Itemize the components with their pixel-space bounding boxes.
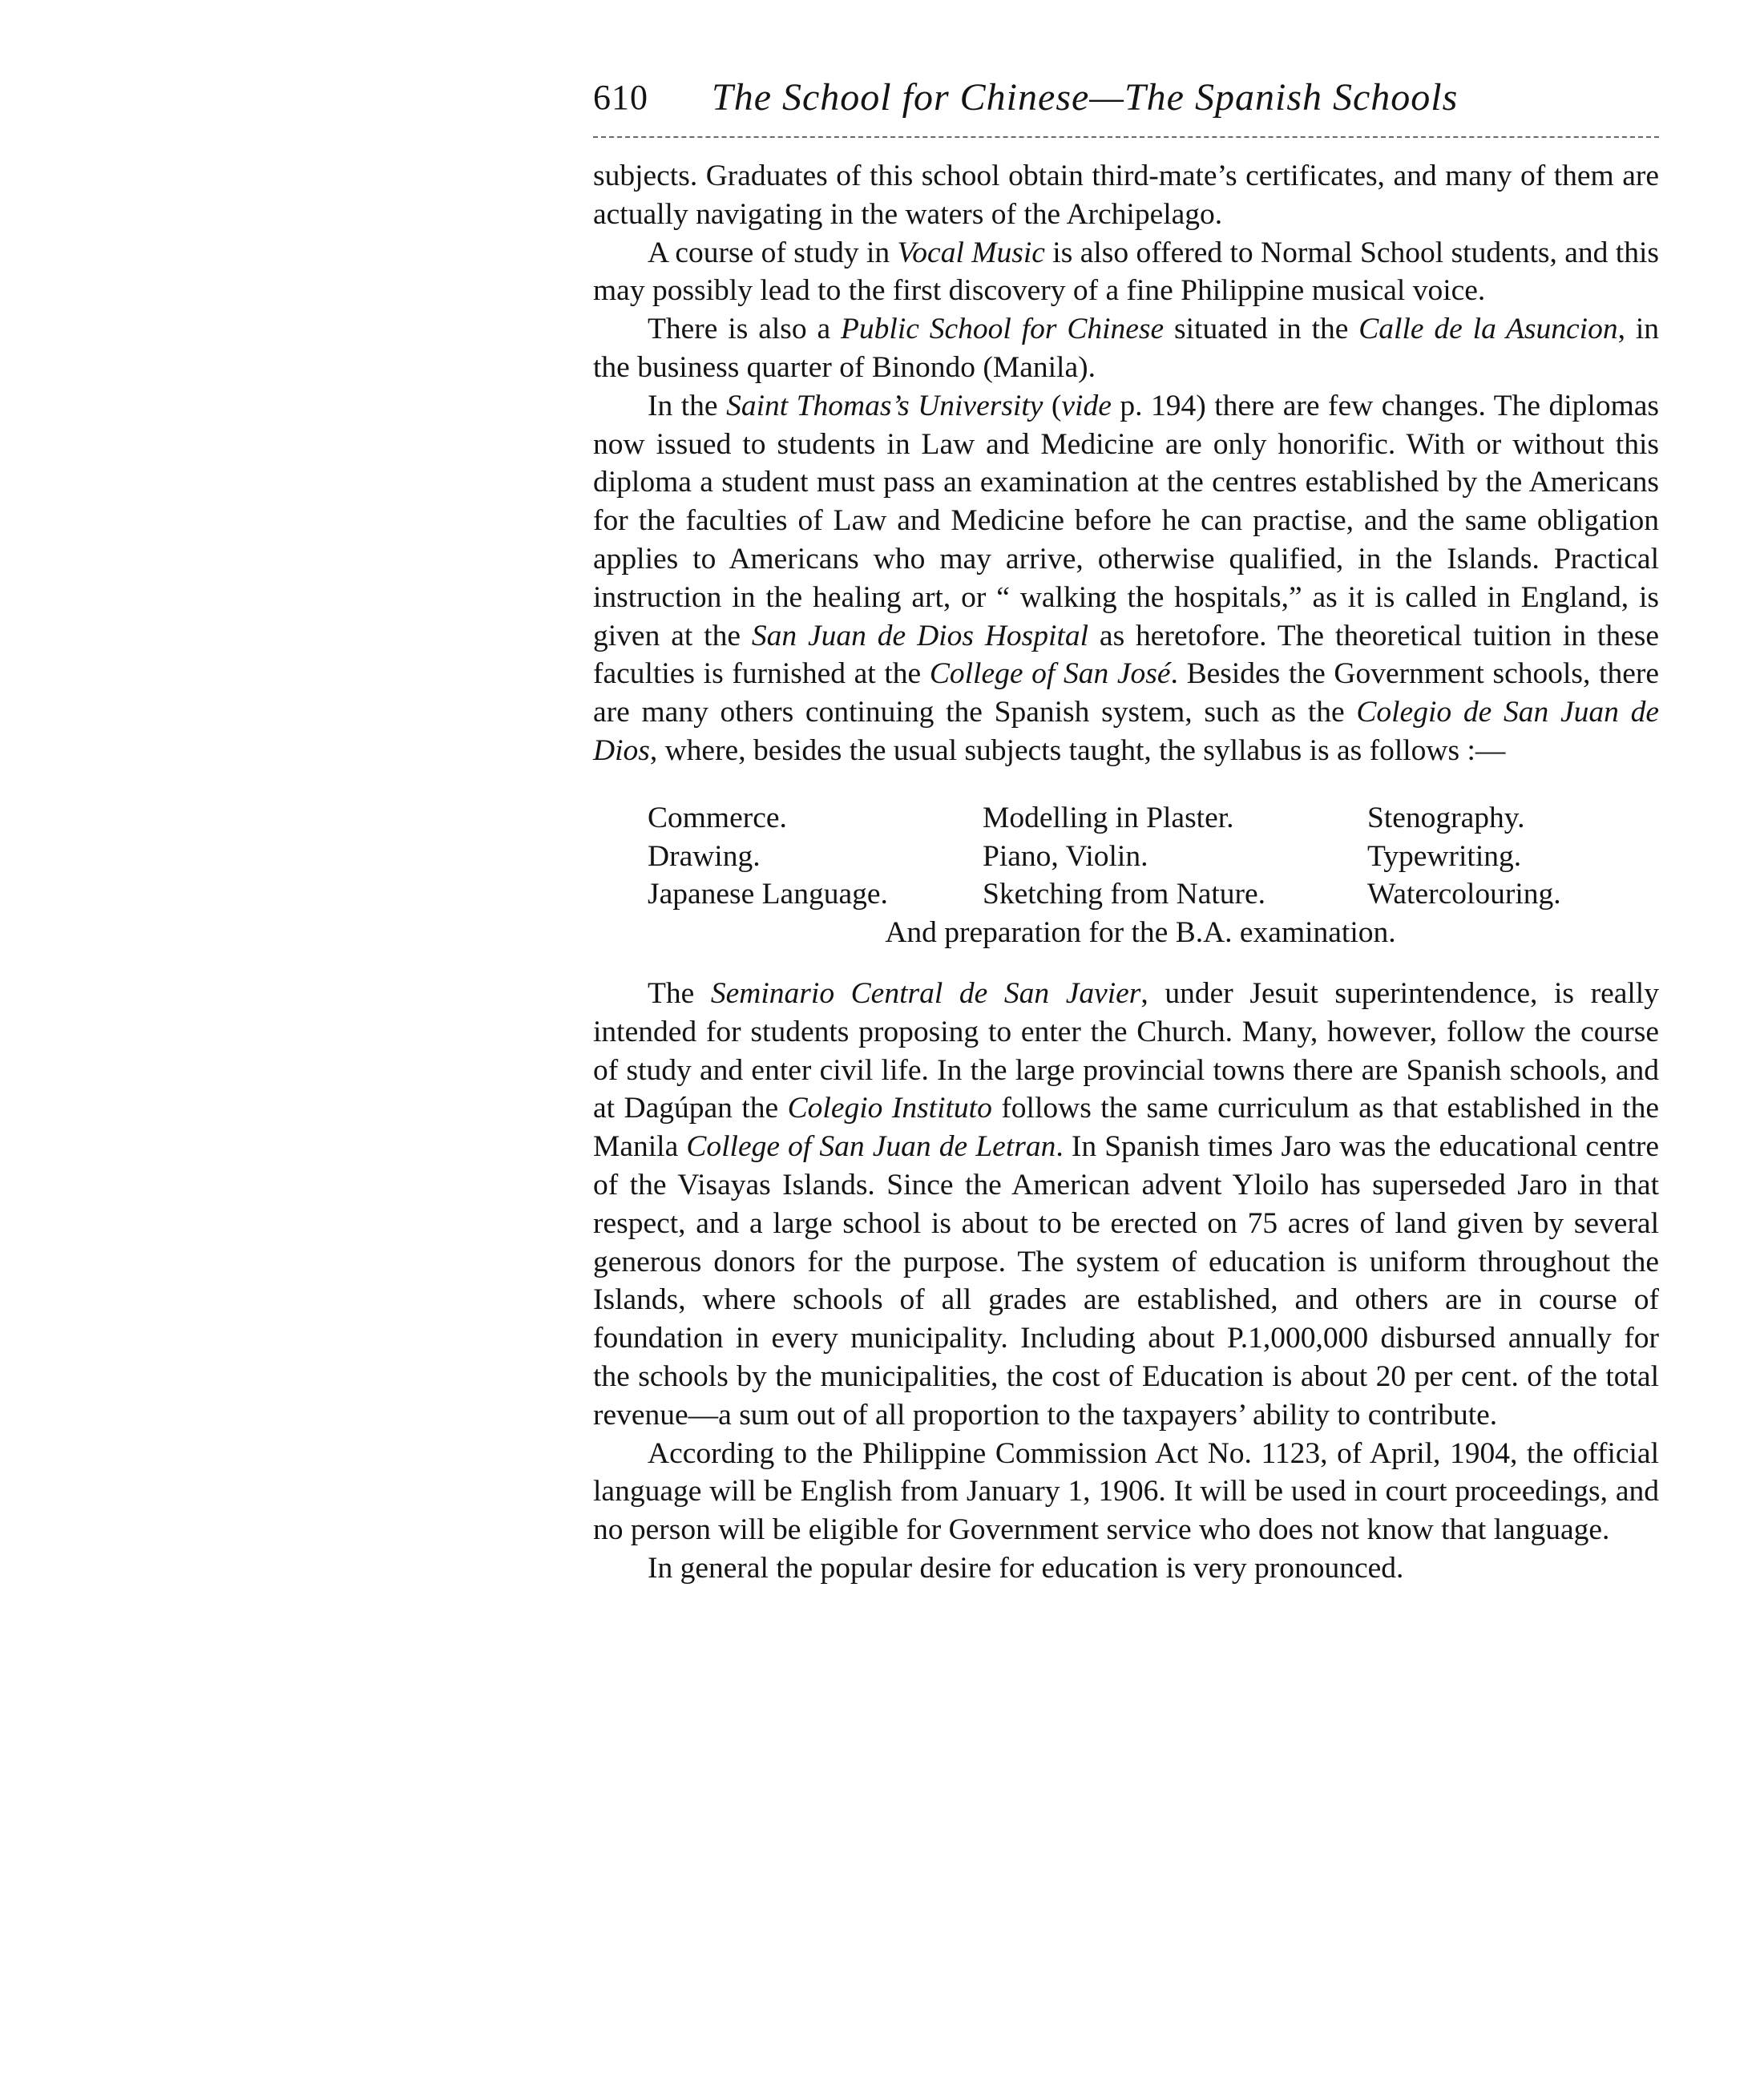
- course-item: Typewriting.: [1367, 839, 1522, 873]
- header-rule: [593, 136, 1659, 138]
- page-header: [593, 74, 1659, 130]
- italic-text: College of San Juan de Letran: [686, 1130, 1056, 1164]
- italic-text: vide: [1061, 389, 1112, 422]
- text-run: is also offered to Normal School students, and this may possibly lead to the first discovery of a fine Philippine musical voice.: [593, 236, 1659, 308]
- body-text: [593, 157, 1659, 1588]
- page-number: 610: [593, 78, 648, 117]
- paragraph: [593, 1549, 1659, 1588]
- text-run: p. 194) there are few changes. The diplomas now issued to students in Law and Medicine are only honorific. With or without this diploma a student must pass an examination at the centres established by the Americans for the faculties of Law and Medicine before he can practise, and the same obligation applies to Americans who may arrive, otherwise qualified, in the Islands. Practical instruction in the healing art, or “ walking the hospitals,” as it is called in England, is given at the: [593, 389, 1659, 652]
- paragraph: [593, 387, 1659, 770]
- text-run: . In Spanish times Jaro was the educational centre of the Visayas Islands. Since the American advent Yloilo has superseded Jaro in that respect, and a large school is about to be erected on 75 acres of land given by several generous donors for the purpose. The system of education is uniform throughout the Islands, where schools of all grades are established, and others are in course of foundation in every municipality. Including about P.1,000,000 disbursed annually for the schools by the municipalities, the cost of Education is about 20 per cent. of the total revenue—a sum out of all proportion to the taxpayers’ ability to contribute.: [593, 1130, 1659, 1432]
- text-run: follows the same curriculum as that established in the Manila: [593, 1092, 1659, 1164]
- course-item: Piano, Violin.: [983, 839, 1148, 873]
- italic-text: Calle de la Asuncion: [1358, 313, 1618, 346]
- text-run: In general the popular desire for education is very pronounced.: [648, 1551, 1404, 1585]
- paragraph: [593, 157, 1659, 234]
- italic-text: Vocal Music: [897, 236, 1045, 269]
- text-run: (: [1043, 389, 1062, 422]
- italic-text: College of San José: [929, 657, 1171, 691]
- italic-text: Seminario Central de San Javier: [710, 976, 1141, 1010]
- paragraph: [593, 310, 1659, 387]
- course-list: [648, 799, 1633, 914]
- course-item: Commerce.: [648, 801, 787, 834]
- text-run: . Besides the Government schools, there are many others continuing the Spanish system, such as the: [593, 657, 1659, 729]
- italic-text: Colegio de San Juan de Dios: [593, 696, 1659, 767]
- paragraph: [593, 975, 1659, 1435]
- text-run: subjects. Graduates of this school obtain third-mate’s certificates, and many of them are actually navigating in the waters of the Archipelago.: [593, 160, 1659, 231]
- paragraphs-before-list: [593, 157, 1659, 770]
- paragraph: [593, 1435, 1659, 1549]
- course-row: [648, 875, 1633, 914]
- text-run: A course of study in: [648, 236, 898, 269]
- course-row: [648, 838, 1633, 876]
- text-run: According to the Philippine Commission Act No. 1123, of April, 1904, the official language will be English from January 1, 1906. It will be used in court proceedings, and no person will be eligible for Government service who does not know that language.: [593, 1436, 1659, 1547]
- text-run: , under Jesuit superintendence, is really intended for students proposing to enter the Church. Many, however, follow the course of study and enter civil life. In the large provincial towns there are Spanish schools, and at Dagúpan the: [593, 976, 1659, 1125]
- course-item: Stenography.: [1367, 801, 1525, 834]
- course-item: Watercolouring.: [1367, 878, 1561, 911]
- paragraphs-after-list: [593, 975, 1659, 1588]
- italic-text: Saint Thomas’s University: [726, 389, 1043, 422]
- text-run: In the: [648, 389, 727, 422]
- course-item: Modelling in Plaster.: [983, 801, 1234, 834]
- paragraph: [593, 234, 1659, 311]
- course-item: Drawing.: [648, 839, 761, 873]
- text-run: as heretofore. The theoretical tuition in these faculties is furnished at the: [593, 619, 1659, 691]
- italic-text: Colegio Instituto: [787, 1092, 992, 1125]
- text-run: situated in the: [1164, 313, 1359, 346]
- text-run: There is also a: [648, 313, 841, 346]
- course-row: [648, 799, 1633, 838]
- italic-text: San Juan de Dios Hospital: [751, 619, 1089, 652]
- text-run: , in the business quarter of Binondo (Manila).: [593, 313, 1660, 384]
- course-item: Sketching from Nature.: [983, 878, 1266, 911]
- running-title: The School for Chinese—The Spanish Schools: [712, 76, 1459, 119]
- course-item: Japanese Language.: [648, 878, 888, 911]
- italic-text: Public School for Chinese: [841, 313, 1165, 346]
- course-list-footer: And preparation for the B.A. examination.: [885, 916, 1396, 950]
- text-run: , where, besides the usual subjects taught, the syllabus is as follows :—: [649, 733, 1506, 767]
- text-run: The: [648, 976, 711, 1010]
